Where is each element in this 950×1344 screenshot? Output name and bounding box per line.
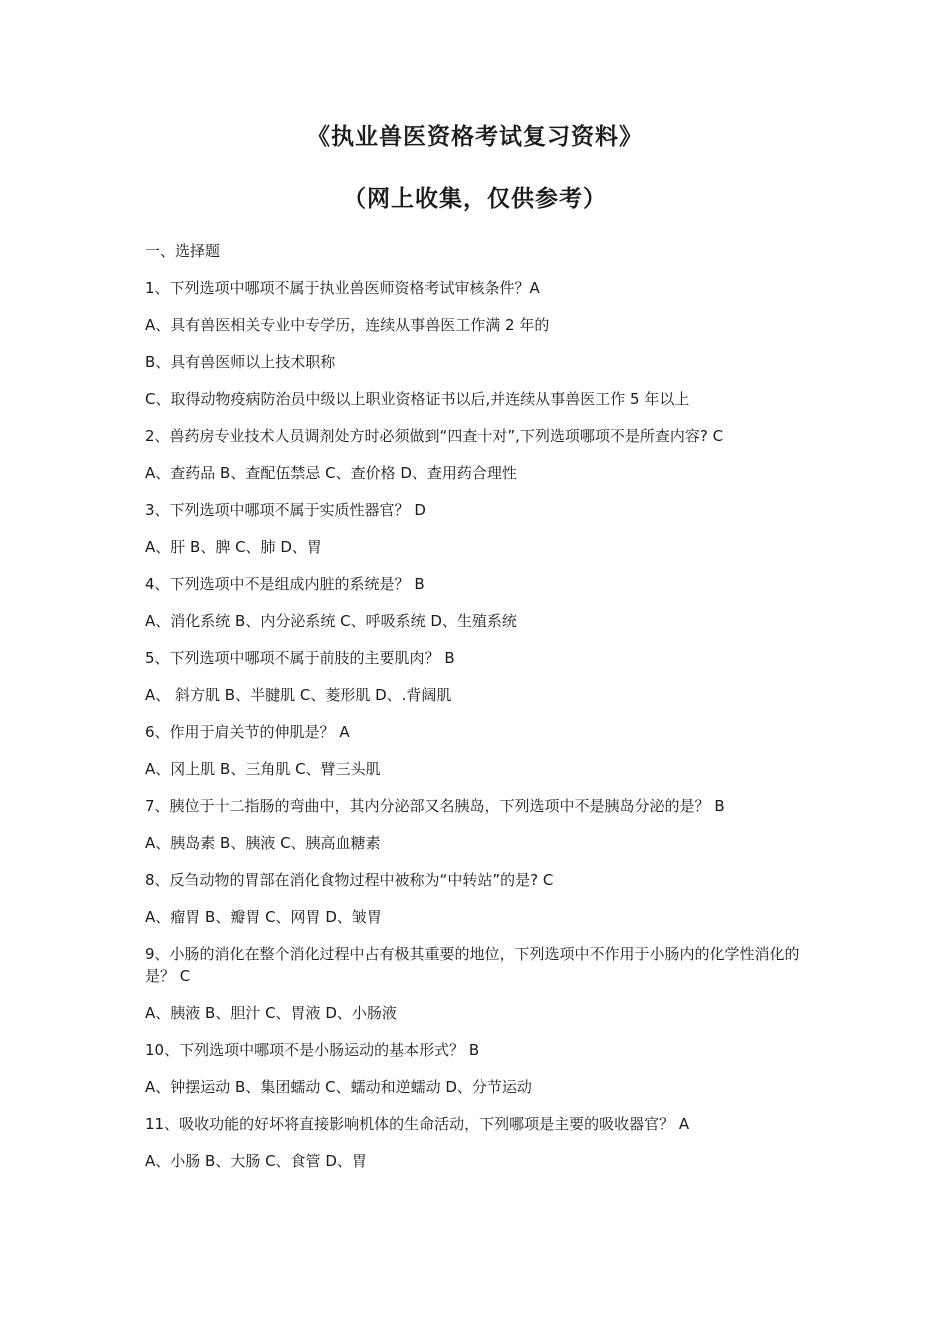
question-1-option-c: C、取得动物疫病防治员中级以上职业资格证书以后,并连续从事兽医工作 5 年以上 bbox=[145, 390, 690, 408]
question-7-options: A、胰岛素 B、胰液 C、胰高血糖素 bbox=[145, 834, 381, 852]
question-3-options: A、肝 B、脾 C、肺 D、胃 bbox=[145, 538, 322, 556]
question-5: 5、下列选项中哪项不属于前肢的主要肌肉？ B bbox=[145, 649, 455, 667]
section-heading: 一、选择题 bbox=[145, 242, 221, 260]
question-11-options: A、小肠 B、大肠 C、食管 D、胃 bbox=[145, 1152, 367, 1170]
question-8-options: A、瘤胃 B、瓣胃 C、网胃 D、皱胃 bbox=[145, 908, 382, 926]
question-4-options: A、消化系统 B、内分泌系统 C、呼吸系统 D、生殖系统 bbox=[145, 612, 517, 630]
question-10: 10、下列选项中哪项不是小肠运动的基本形式？ B bbox=[145, 1041, 480, 1059]
document-subtitle: （网上收集，仅供参考） bbox=[343, 186, 607, 212]
question-1-option-b: B、具有兽医师以上技术职称 bbox=[145, 353, 336, 371]
document-title: 《执业兽医资格考试复习资料》 bbox=[307, 124, 643, 150]
question-11: 11、吸收功能的好坏将直接影响机体的生命活动，下列哪项是主要的吸收器官？ A bbox=[145, 1115, 690, 1133]
question-3: 3、下列选项中哪项不属于实质性器官？ D bbox=[145, 501, 426, 519]
question-5-options: A、 斜方肌 B、半腱肌 C、菱形肌 D、.背阔肌 bbox=[145, 686, 452, 704]
question-1-option-a: A、具有兽医相关专业中专学历，连续从事兽医工作满 2 年的 bbox=[145, 316, 550, 334]
question-8: 8、反刍动物的胃部在消化食物过程中被称为“中转站”的是? C bbox=[145, 871, 554, 889]
document-body bbox=[145, 240, 815, 1187]
question-2-options: A、查药品 B、查配伍禁忌 C、查价格 D、查用药合理性 bbox=[145, 464, 517, 482]
question-9: 9、小肠的消化在整个消化过程中占有极其重要的地位，下列选项中不作用于小肠内的化学性消化的是？ C bbox=[145, 945, 800, 985]
question-7: 7、胰位于十二指肠的弯曲中，其内分泌部又名胰岛，下列选项中不是胰岛分泌的是？ B bbox=[145, 797, 725, 815]
question-6-options: A、冈上肌 B、三角肌 C、臂三头肌 bbox=[145, 760, 381, 778]
question-4: 4、下列选项中不是组成内脏的系统是？ B bbox=[145, 575, 425, 593]
question-6: 6、作用于肩关节的伸肌是？ A bbox=[145, 723, 350, 741]
question-2: 2、兽药房专业技术人员调剂处方时必须做到“四查十对”,下列选项哪项不是所查内容? C bbox=[145, 427, 724, 445]
question-10-options: A、钟摆运动 B、集团蠕动 C、蠕动和逆蠕动 D、分节运动 bbox=[145, 1078, 532, 1096]
question-9-options: A、胰液 B、胆汁 C、胃液 D、小肠液 bbox=[145, 1004, 397, 1022]
question-1: 1、下列选项中哪项不属于执业兽医师资格考试审核条件？A bbox=[145, 279, 540, 297]
